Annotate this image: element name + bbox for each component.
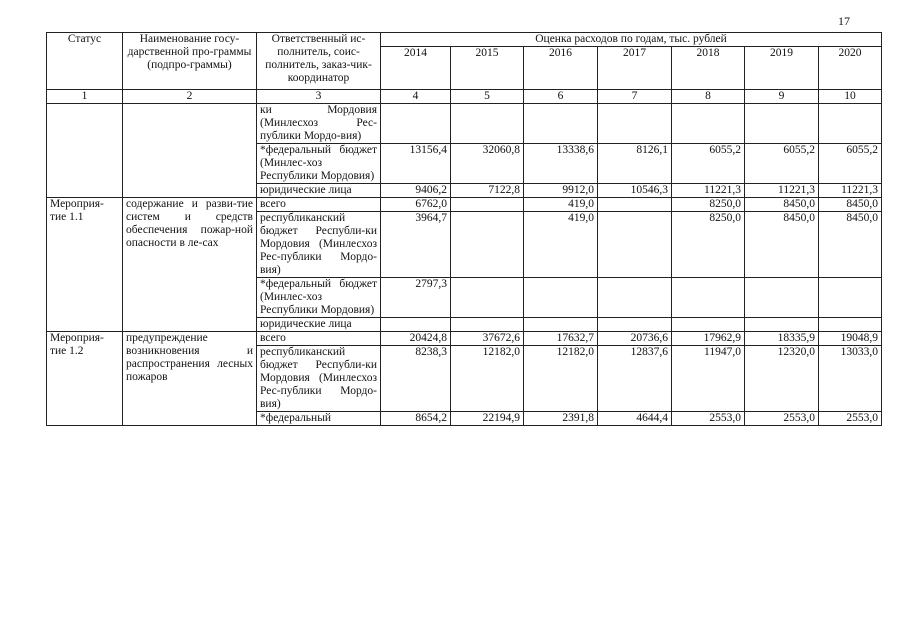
- estimate-header: Оценка расходов по годам, тыс. рублей: [381, 33, 882, 47]
- value-cell: [745, 104, 819, 144]
- value-cell: 419,0: [524, 212, 598, 278]
- column-number: 7: [598, 90, 672, 104]
- value-cell: [451, 278, 524, 318]
- table-row: [47, 104, 882, 144]
- value-cell: [451, 104, 524, 144]
- value-cell: 3964,7: [381, 212, 451, 278]
- value-cell: 6762,0: [381, 198, 451, 212]
- funding-source-label: всего: [257, 332, 381, 346]
- column-number: 3: [257, 90, 381, 104]
- value-cell: [451, 198, 524, 212]
- column-number: 10: [819, 90, 882, 104]
- value-cell: 11221,3: [745, 184, 819, 198]
- value-cell: [598, 212, 672, 278]
- program-name-header: Наименование госу-дарственной про-граммы (подпро-граммы): [123, 33, 257, 90]
- column-number: 1: [47, 90, 123, 104]
- value-cell: 12182,0: [524, 346, 598, 412]
- column-number-row: [47, 90, 882, 104]
- value-cell: [524, 278, 598, 318]
- year-header: 2019: [745, 47, 819, 90]
- value-cell: 9912,0: [524, 184, 598, 198]
- value-cell: 17632,7: [524, 332, 598, 346]
- status-cell: Мероприя-тие 1.2: [47, 332, 123, 426]
- value-cell: [451, 212, 524, 278]
- value-cell: 11221,3: [819, 184, 882, 198]
- value-cell: 9406,2: [381, 184, 451, 198]
- value-cell: 8450,0: [745, 212, 819, 278]
- column-number: 2: [123, 90, 257, 104]
- program-name-cell: содержание и разви-тие систем и средств обеспечения пожар-ной опасности в ле-сах: [123, 198, 257, 332]
- value-cell: 2797,3: [381, 278, 451, 318]
- budget-table: [46, 32, 882, 426]
- program-name-cell: [123, 104, 257, 198]
- value-cell: [819, 278, 882, 318]
- year-header: 2016: [524, 47, 598, 90]
- value-cell: 8250,0: [672, 212, 745, 278]
- value-cell: 11221,3: [672, 184, 745, 198]
- column-number: 4: [381, 90, 451, 104]
- value-cell: 32060,8: [451, 144, 524, 184]
- executor-header: Ответственный ис-полнитель, соис-полнитель, заказ-чик-координатор: [257, 33, 381, 90]
- value-cell: [598, 318, 672, 332]
- table-row: [47, 332, 882, 346]
- value-cell: 37672,6: [451, 332, 524, 346]
- value-cell: 6055,2: [819, 144, 882, 184]
- value-cell: [381, 318, 451, 332]
- column-number: 6: [524, 90, 598, 104]
- value-cell: [598, 198, 672, 212]
- value-cell: 8450,0: [819, 198, 882, 212]
- value-cell: 8126,1: [598, 144, 672, 184]
- funding-source-label: юридические лица: [257, 184, 381, 198]
- funding-source-label: *федеральный бюджет (Минлес-хоз Республики Мордовия): [257, 278, 381, 318]
- column-number: 8: [672, 90, 745, 104]
- value-cell: 13156,4: [381, 144, 451, 184]
- year-header: 2018: [672, 47, 745, 90]
- value-cell: 11947,0: [672, 346, 745, 412]
- value-cell: [745, 318, 819, 332]
- value-cell: 8450,0: [819, 212, 882, 278]
- funding-source-label: республиканский бюджет Республи-ки Мордовия (Минлесхоз Рес-публики Мордо-вия): [257, 346, 381, 412]
- value-cell: 17962,9: [672, 332, 745, 346]
- value-cell: 12320,0: [745, 346, 819, 412]
- value-cell: 6055,2: [672, 144, 745, 184]
- value-cell: 22194,9: [451, 412, 524, 426]
- value-cell: 13033,0: [819, 346, 882, 412]
- year-header: 2020: [819, 47, 882, 90]
- value-cell: [598, 278, 672, 318]
- funding-source-label: юридические лица: [257, 318, 381, 332]
- year-header: 2014: [381, 47, 451, 90]
- value-cell: 2553,0: [819, 412, 882, 426]
- value-cell: 20736,6: [598, 332, 672, 346]
- value-cell: 8238,3: [381, 346, 451, 412]
- year-header: 2015: [451, 47, 524, 90]
- status-cell: [47, 104, 123, 198]
- value-cell: 8450,0: [745, 198, 819, 212]
- value-cell: 12837,6: [598, 346, 672, 412]
- value-cell: [819, 318, 882, 332]
- value-cell: [672, 318, 745, 332]
- value-cell: 20424,8: [381, 332, 451, 346]
- funding-source-label: ки Мордовия (Минлесхоз Рес-публики Мордо-вия): [257, 104, 381, 144]
- funding-source-label: *федеральный бюджет (Минлес-хоз Республики Мордовия): [257, 144, 381, 184]
- value-cell: [381, 104, 451, 144]
- status-cell: Мероприя-тие 1.1: [47, 198, 123, 332]
- column-number: 9: [745, 90, 819, 104]
- value-cell: 7122,8: [451, 184, 524, 198]
- value-cell: [524, 318, 598, 332]
- page-number: 17: [838, 14, 850, 28]
- value-cell: 19048,9: [819, 332, 882, 346]
- value-cell: 419,0: [524, 198, 598, 212]
- value-cell: 13338,6: [524, 144, 598, 184]
- program-name-cell: предупреждение возникновения и распространения лесных пожаров: [123, 332, 257, 426]
- value-cell: 2553,0: [672, 412, 745, 426]
- value-cell: [524, 104, 598, 144]
- value-cell: 12182,0: [451, 346, 524, 412]
- value-cell: [672, 104, 745, 144]
- value-cell: 4644,4: [598, 412, 672, 426]
- value-cell: 6055,2: [745, 144, 819, 184]
- value-cell: [819, 104, 882, 144]
- value-cell: [451, 318, 524, 332]
- table-row: [47, 198, 882, 212]
- column-number: 5: [451, 90, 524, 104]
- year-header: 2017: [598, 47, 672, 90]
- value-cell: 8654,2: [381, 412, 451, 426]
- funding-source-label: *федеральный: [257, 412, 381, 426]
- header-row: [47, 33, 882, 47]
- value-cell: 2553,0: [745, 412, 819, 426]
- funding-source-label: всего: [257, 198, 381, 212]
- value-cell: 18335,9: [745, 332, 819, 346]
- value-cell: 8250,0: [672, 198, 745, 212]
- value-cell: [598, 104, 672, 144]
- status-header: Статус: [47, 33, 123, 90]
- value-cell: [672, 278, 745, 318]
- value-cell: [745, 278, 819, 318]
- funding-source-label: республиканский бюджет Республи-ки Мордовия (Минлесхоз Рес-публики Мордо-вия): [257, 212, 381, 278]
- value-cell: 10546,3: [598, 184, 672, 198]
- value-cell: 2391,8: [524, 412, 598, 426]
